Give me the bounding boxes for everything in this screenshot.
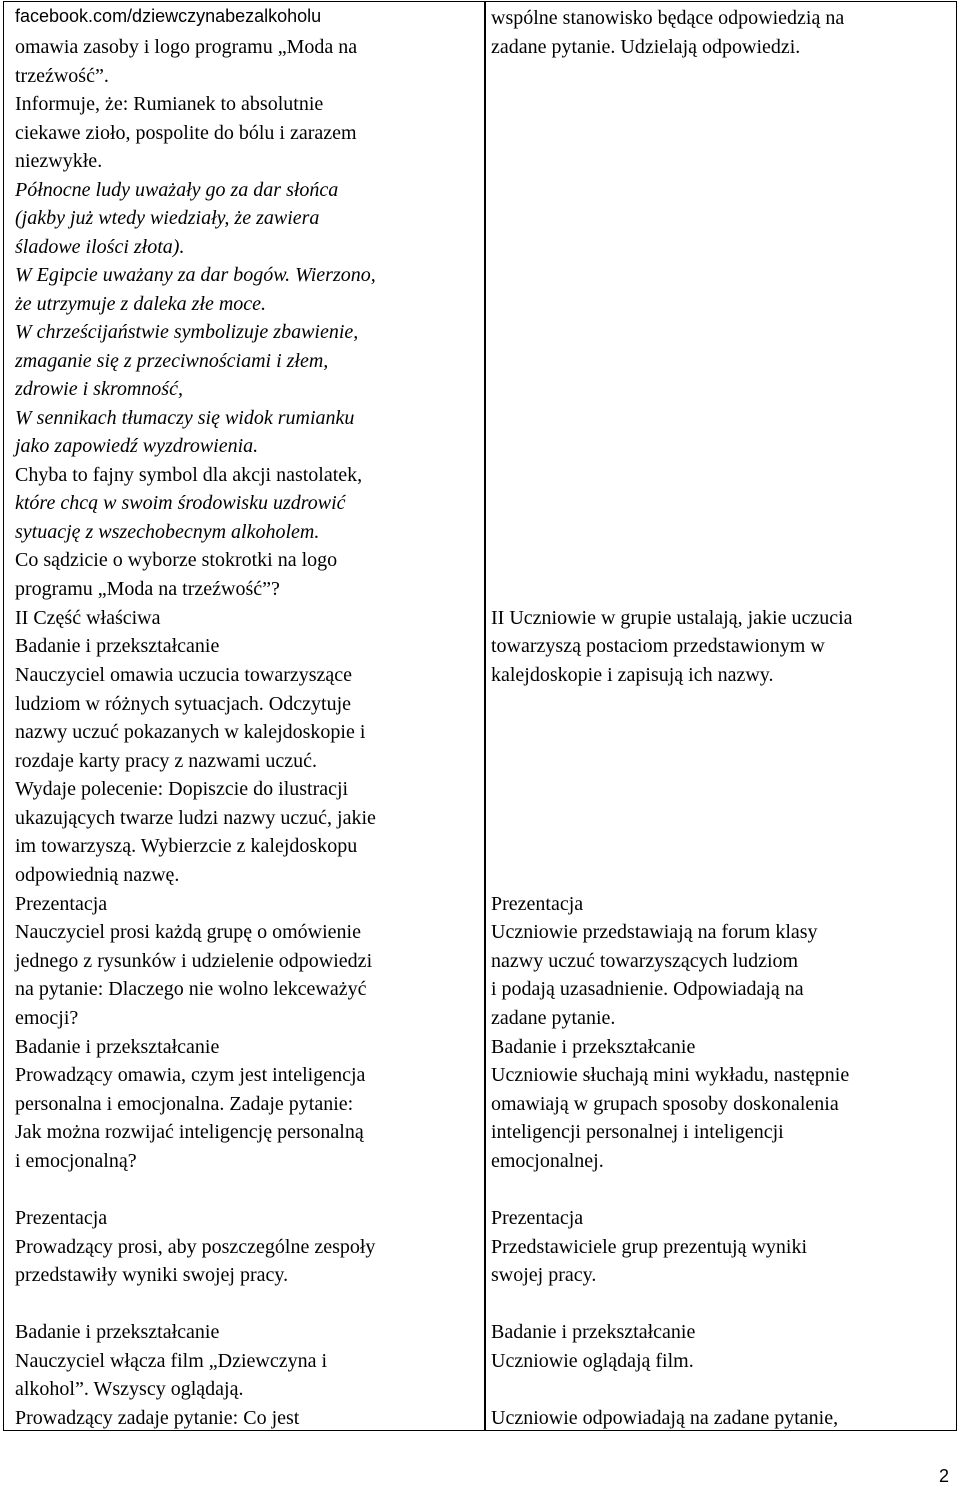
teacher-text-line: nazwy uczuć pokazanych w kalejdoskopie i <box>15 721 366 743</box>
teacher-text-line: Co sądzicie o wyborze stokrotki na logo <box>15 549 338 571</box>
student-text-line: Uczniowie odpowiadają na zadane pytanie, <box>491 1407 839 1429</box>
student-text-line: zadane pytanie. <box>491 1007 616 1029</box>
teacher-text-line: sytuację z wszechobecnym alkoholem. <box>15 521 320 543</box>
teacher-text-line: Prezentacja <box>15 1207 108 1229</box>
teacher-text-line: Nauczyciel omawia uczucia towarzyszące <box>15 664 353 686</box>
teacher-text-line: programu „Moda na trzeźwość”? <box>15 578 280 600</box>
teacher-text-line: Badanie i przekształcanie <box>15 635 220 657</box>
teacher-text-line: i emocjonalną? <box>15 1150 137 1172</box>
student-text-line: towarzyszą postaciom przedstawionym w <box>491 635 825 657</box>
student-text-line: kalejdoskopie i zapisują ich nazwy. <box>491 664 774 686</box>
teacher-text-line: Prowadzący zadaje pytanie: Co jest <box>15 1407 300 1429</box>
teacher-text-line: Wydaje polecenie: Dopiszcie do ilustracji <box>15 778 349 800</box>
teacher-text-line: jako zapowiedź wyzdrowienia. <box>15 435 259 457</box>
student-text-line: Prezentacja <box>491 893 584 915</box>
teacher-text-line: na pytanie: Dlaczego nie wolno lekceważyć <box>15 978 367 1000</box>
teacher-text-line: Północne ludy uważały go za dar słońca <box>15 179 339 201</box>
teacher-text-line: trzeźwość”. <box>15 65 109 87</box>
teacher-text-line: W Egipcie uważany za dar bogów. Wierzono, <box>15 264 376 286</box>
student-text-line: swojej pracy. <box>491 1264 597 1286</box>
teacher-text-line: że utrzymuje z daleka złe moce. <box>15 293 267 315</box>
student-text-line: Prezentacja <box>491 1207 584 1229</box>
teacher-text-line: Prowadzący prosi, aby poszczególne zespoły <box>15 1236 376 1258</box>
teacher-text-line: omawia zasoby i logo programu „Moda na <box>15 36 358 58</box>
student-text-line: emocjonalnej. <box>491 1150 604 1172</box>
teacher-text-line: Prezentacja <box>15 893 108 915</box>
teacher-text-line: Prowadzący omawia, czym jest inteligencja <box>15 1064 366 1086</box>
teacher-text-line: alkohol”. Wszyscy oglądają. <box>15 1378 244 1400</box>
student-text-line: i podają uzasadnienie. Odpowiadają na <box>491 978 804 1000</box>
teacher-activities-column <box>15 2 475 1430</box>
student-text-line: Uczniowie słuchają mini wykładu, następnie <box>491 1064 850 1086</box>
student-text-line: Uczniowie przedstawiają na forum klasy <box>491 921 818 943</box>
student-text-line: Badanie i przekształcanie <box>491 1036 696 1058</box>
page-number: 2 <box>938 1466 949 1486</box>
teacher-text-line: personalna i emocjonalna. Zadaje pytanie: <box>15 1093 354 1115</box>
teacher-text-line: Jak można rozwijać inteligencję personalną <box>15 1121 364 1143</box>
student-text-line: Badanie i przekształcanie <box>491 1321 696 1343</box>
student-activities-column <box>491 2 951 1430</box>
teacher-text-line: ukazujących twarze ludzi nazwy uczuć, jakie <box>15 807 376 829</box>
teacher-text-line: II Część właściwa <box>15 607 161 629</box>
teacher-text-line: Informuje, że: Rumianek to absolutnie <box>15 93 324 115</box>
student-text-line: Uczniowie oglądają film. <box>491 1350 694 1372</box>
student-text-line: inteligencji personalnej i inteligencji <box>491 1121 784 1143</box>
student-text-line: II Uczniowie w grupie ustalają, jakie uczucia <box>491 607 853 629</box>
teacher-text-line: rozdaje karty pracy z nazwami uczuć. <box>15 750 318 772</box>
teacher-text-line: które chcą w swoim środowisku uzdrowić <box>15 492 346 514</box>
teacher-text-line: przedstawiły wyniki swojej pracy. <box>15 1264 289 1286</box>
teacher-text-line: W chrześcijaństwie symbolizuje zbawienie, <box>15 321 359 343</box>
student-text-line: Przedstawiciele grup prezentują wyniki <box>491 1236 807 1258</box>
teacher-text-line: Nauczyciel włącza film „Dziewczyna i <box>15 1350 328 1372</box>
teacher-text-line: W sennikach tłumaczy się widok rumianku <box>15 407 355 429</box>
student-text-line: zadane pytanie. Udzielają odpowiedzi. <box>491 36 801 58</box>
teacher-text-line: ciekawe zioło, pospolite do bólu i zarazem <box>15 122 357 144</box>
teacher-text-line: im towarzyszą. Wybierzcie z kalejdoskopu <box>15 835 358 857</box>
teacher-text-line: zmaganie się z przeciwnościami i złem, <box>15 350 329 372</box>
teacher-text-line: (jakby już wtedy wiedziały, że zawiera <box>15 207 320 229</box>
teacher-text-line: zdrowie i skromność, <box>15 378 183 400</box>
lesson-table <box>3 1 957 1431</box>
student-text-line: nazwy uczuć towarzyszących ludziom <box>491 950 799 972</box>
teacher-text-line: Nauczyciel prosi każdą grupę o omówienie <box>15 921 361 943</box>
teacher-text-line: odpowiednią nazwę. <box>15 864 180 886</box>
student-text-line: omawiają w grupach sposoby doskonalenia <box>491 1093 839 1115</box>
teacher-text-line: jednego z rysunków i udzielenie odpowiedzi <box>15 950 373 972</box>
teacher-text-line: facebook.com/dziewczynabezalkoholu <box>15 6 322 26</box>
teacher-text-line: Badanie i przekształcanie <box>15 1036 220 1058</box>
student-text-line: wspólne stanowisko będące odpowiedzią na <box>491 7 845 29</box>
teacher-text-line: ludziom w różnych sytuacjach. Odczytuje <box>15 693 351 715</box>
teacher-text-line: Chyba to fajny symbol dla akcji nastolatek, <box>15 464 363 486</box>
teacher-text-line: śladowe ilości złota). <box>15 236 185 258</box>
column-divider <box>484 2 486 1430</box>
teacher-text-line: emocji? <box>15 1007 79 1029</box>
teacher-text-line: Badanie i przekształcanie <box>15 1321 220 1343</box>
teacher-text-line: niezwykłe. <box>15 150 103 172</box>
